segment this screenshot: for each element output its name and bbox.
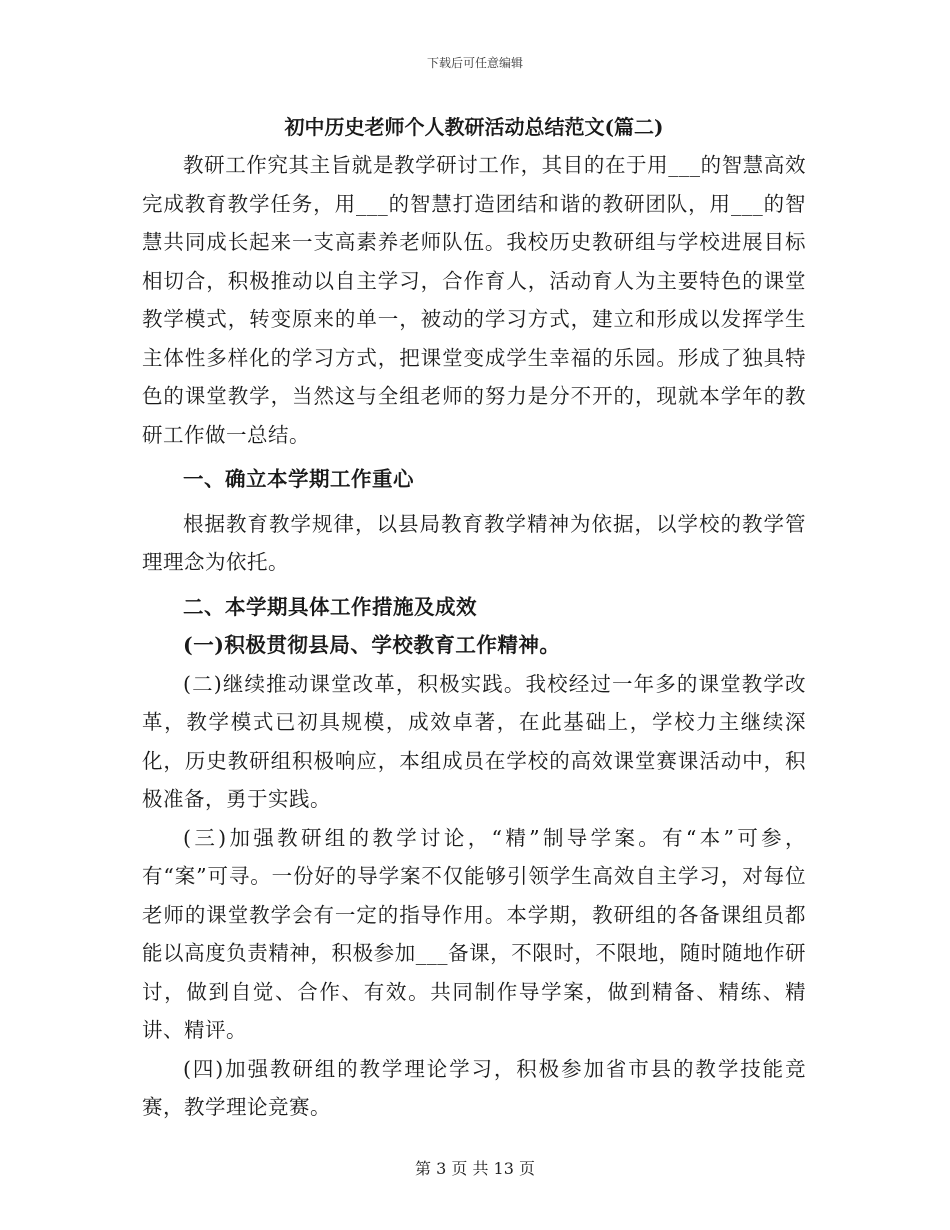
intro-paragraph: 教研工作究其主旨就是教学研讨工作，其目的在于用___的智慧高效完成教育教学任务，用___的智慧打造团结和谐的教研团队，用___的智慧共同成长起来一支高素养老师队伍。我校历史教研组与学校进展目标相切合，积极推动以自主学习，合作育人，活动育人为主要特色的课堂教学模式，转变原来的单一，被动的学习方式，建立和形成以发挥学生主体性多样化的学习方式，把课堂变成学生幸福的乐园。形成了独具特色的课堂教学，当然这与全组老师的努力是分不开的，现就本学年的教研工作做一总结。: [142, 153, 806, 447]
page-footer: 第 3 页 共 13 页: [415, 1159, 535, 1178]
section-1-paragraph: 根据教育教学规律，以县局教育教学精神为依据，以学校的教学管理理念为依托。: [142, 511, 806, 574]
subsection-heading-1: (一)积极贯彻县局、学校教育工作精神。: [183, 633, 561, 657]
subsection-2-paragraph: (二)继续推动课堂改革，积极实践。我校经过一年多的课堂教学改革，教学模式已初具规模，成效卓著，在此基础上，学校力主继续深化，历史教研组积极响应，本组成员在学校的高效课堂赛课活动中，积极准备，勇于实践。: [142, 671, 806, 811]
subsection-4-paragraph: (四)加强教研组的教学理论学习，积极参加省市县的教学技能竞赛，教学理论竞赛。: [142, 1056, 806, 1119]
section-heading-2: 二、本学期具体工作措施及成效: [183, 594, 477, 619]
subsection-3-paragraph: (三)加强教研组的教学讨论，“精”制导学案。有“本”可参，有“案”可寻。一份好的导学案不仅能够引领学生高效自主学习，对每位老师的课堂教学会有一定的指导作用。本学期，教研组的各备课组员都能以高度负责精神，积极参加___备课，不限时，不限地，随时随地作研讨，做到自觉、合作、有效。共同制作导学案，做到精备、精练、精讲、精评。: [142, 825, 806, 1042]
document-title: 初中历史老师个人教研活动总结范文(篇二): [284, 115, 664, 139]
document-body: [142, 110, 806, 1127]
header-note: 下载后可任意编辑: [426, 56, 523, 70]
section-heading-1: 一、确立本学期工作重心: [183, 467, 414, 491]
